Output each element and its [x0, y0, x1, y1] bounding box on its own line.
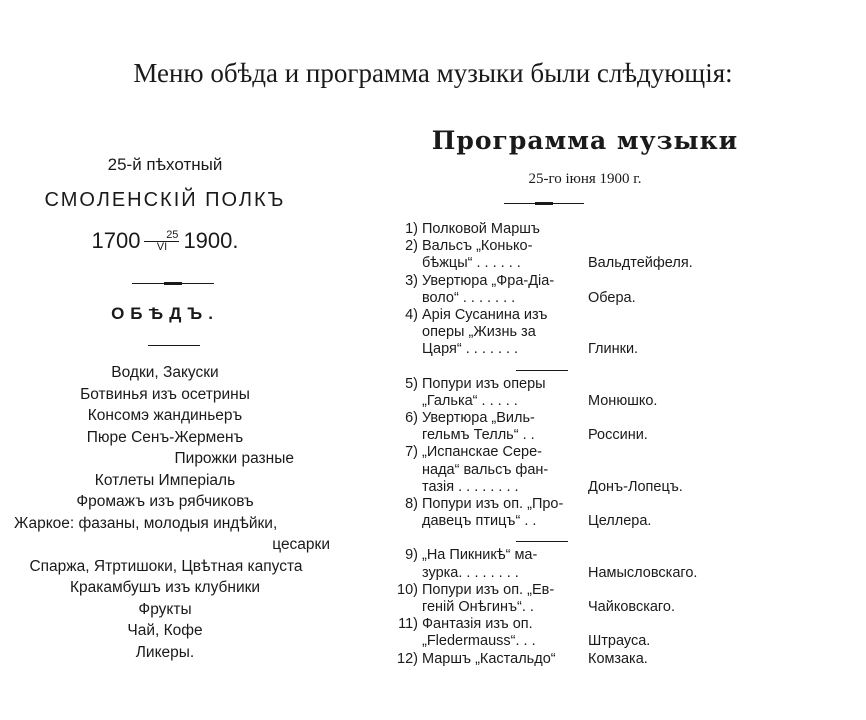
program-item-number: 9): [405, 547, 418, 564]
year-start: 1700: [91, 228, 141, 253]
program-item-composer: Глинки.: [588, 341, 639, 358]
program-item-title: зурка. . . . . . . .: [422, 564, 519, 581]
program-item-title: Попури изъ оп. „Про-: [422, 496, 564, 513]
program-item-number: 10): [397, 581, 418, 598]
regiment-years: [0, 228, 330, 254]
program-item-title: нада“ вальсъ фан-: [422, 461, 549, 478]
program-item-number: 11): [398, 616, 418, 633]
program-item-title: Попури изъ оп. „Ев-: [422, 581, 555, 598]
menu-item: Кракамбушъ изъ клубники: [69, 579, 261, 596]
program-item-title: Вальсъ „Конько-: [422, 238, 533, 255]
program-separator: [385, 537, 845, 547]
regiment-line: 25-й пѣхотный: [107, 155, 223, 174]
program-item: [385, 238, 845, 272]
music-program-list: [385, 221, 845, 668]
right-ornament-divider: [504, 202, 584, 205]
program-item: [385, 496, 845, 530]
program-item-composer: Обера.: [588, 289, 636, 306]
program-item-title: Маршъ „Кастальдо“: [422, 650, 556, 667]
menu-item: Спаржа, Ятртишоки, Цвѣтная капуста: [29, 557, 303, 575]
program-item-composer: Чайковскаго.: [588, 599, 675, 616]
date-day: 25: [144, 230, 179, 242]
program-item: [385, 547, 845, 581]
music-program-date: 25-го іюня 1900 г.: [528, 171, 642, 187]
program-item-title: Арія Сусанина изъ: [422, 307, 548, 324]
program-item-number: 5): [405, 375, 418, 392]
menu-item: Пюре Сенъ-Жерменъ: [86, 428, 244, 446]
program-item-title: оперы „Жизнь за: [422, 324, 536, 341]
menu-item: Жаркое: фазаны, молодыя индѣйки,: [14, 514, 278, 532]
program-item-title: Полковой Маршъ: [422, 221, 540, 237]
page-heading: Меню обѣда и программа музыки были слѣдующія:: [133, 58, 733, 88]
menu-item: Консомэ жандиньеръ: [87, 407, 243, 424]
date-month: VI: [156, 240, 168, 253]
program-item-title: Попури изъ оперы: [422, 375, 546, 392]
year-end: 1900.: [183, 228, 239, 253]
menu-list: [0, 362, 330, 663]
program-item-title: Увертюра „Фра-Діа-: [422, 272, 555, 289]
menu-item: Фрукты: [138, 600, 192, 618]
program-item-number: 7): [405, 444, 418, 461]
menu-item: Фромажъ изъ рябчиковъ: [76, 493, 254, 510]
program-item-number: 4): [405, 307, 418, 324]
program-separator: [385, 366, 845, 376]
program-item-composer: Целлера.: [588, 513, 652, 530]
program-item-number: 1): [405, 221, 418, 237]
program-item: [385, 410, 845, 444]
menu-item: Ботвинья изъ осетрины: [80, 385, 250, 403]
program-item-title: Фантазія изъ оп.: [422, 616, 533, 633]
program-item-title: „Испанскае Сере-: [422, 444, 542, 461]
program-item-number: 3): [405, 272, 418, 289]
program-item: [385, 376, 845, 410]
program-item-title: воло“ . . . . . . .: [422, 289, 516, 306]
menu-item: Чай, Кофе: [127, 622, 203, 639]
program-item: [385, 582, 845, 616]
program-item-title: гельмъ Телль“ . .: [422, 427, 535, 444]
program-item-composer: Вальдтейфеля.: [588, 255, 693, 272]
program-item-number: 6): [405, 410, 418, 427]
menu-item: цесарки: [272, 536, 330, 553]
program-item-number: 12): [397, 650, 418, 667]
program-item-title: геній Онѣгинъ“. .: [422, 599, 534, 616]
program-item-composer: Монюшко.: [588, 392, 658, 409]
left-ornament-divider: [132, 282, 214, 285]
program-item-title: тазія . . . . . . . .: [422, 478, 519, 495]
program-item-title: бѣжцы“ . . . . . .: [422, 255, 521, 272]
program-item-title: „На Пикникѣ“ ма-: [422, 547, 538, 564]
music-program-title: Программа музыки: [431, 126, 739, 155]
program-item-composer: Намысловскаго.: [588, 564, 698, 581]
program-item: [385, 273, 845, 307]
program-item-composer: Донъ-Лопецъ.: [588, 478, 683, 495]
menu-item: Водки, Закуски: [111, 364, 219, 381]
program-item: [385, 221, 845, 238]
program-item: [385, 444, 845, 496]
program-item: [385, 307, 845, 359]
program-item-number: 2): [405, 238, 418, 255]
program-item: [385, 616, 845, 650]
dinner-title: ОБѢДЪ.: [111, 304, 219, 323]
program-item-composer: Россини.: [588, 427, 648, 444]
dinner-rule: [148, 345, 200, 346]
program-item-title: „Fledermauss“. . .: [422, 633, 536, 650]
program-item-title: „Галька“ . . . . .: [422, 392, 518, 409]
program-item-number: 8): [405, 496, 418, 513]
menu-item: Котлеты Имперіаль: [94, 471, 236, 489]
program-item-composer: Комзака.: [588, 650, 648, 667]
anniversary-date: [144, 230, 179, 253]
menu-item: Ликеры.: [135, 643, 195, 661]
program-item-title: давецъ птицъ“ . .: [422, 513, 537, 530]
menu-item: Пирожки разные: [174, 450, 294, 467]
program-item: [385, 651, 845, 668]
regiment-name: СМОЛЕНСКІЙ ПОЛКЪ: [44, 189, 286, 211]
program-item-title: Царя“ . . . . . . .: [422, 341, 519, 358]
program-item-composer: Штрауса.: [588, 633, 651, 650]
program-item-title: Увертюра „Виль-: [422, 410, 535, 427]
